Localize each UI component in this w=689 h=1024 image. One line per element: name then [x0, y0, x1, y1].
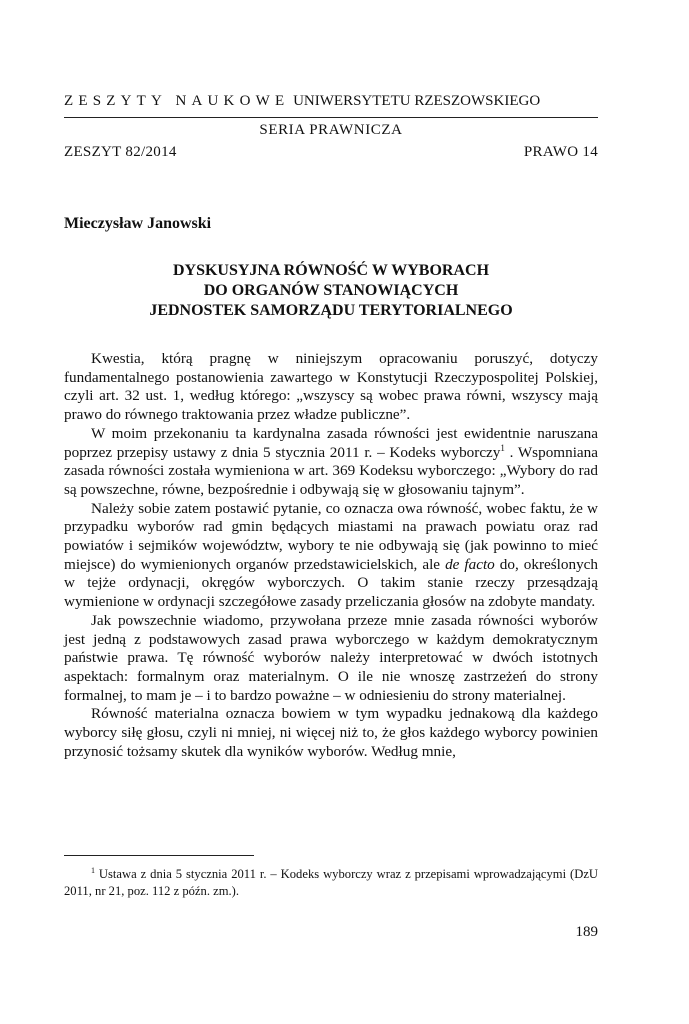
paragraph-text: Należy sobie zatem postawić pytanie, co oznacza owa równość, wobec faktu, że w przypadku wyborów rad gmin będących miastami na prawach powiatu oraz rad powiatów i sejmików województw, wybory te nie odbywają się (jak powinno to mieć miejsce) do wymienionych organów przedstawicielskich, ale — [64, 499, 598, 573]
paragraph: Kwestia, którą pragnę w niniejszym opracowaniu poruszyć, dotyczy fundamentalnego postanowienia zawartego w Konstytucji Rzeczypospolitej Polskiej, czyli art. 32 ust. 1, według którego: „wszyscy są wobec prawa równi, wszyscy mają prawo do równego traktowania przez władze publiczne”. — [64, 350, 598, 424]
title-line: JEDNOSTEK SAMORZĄDU TERYTORIALNEGO — [149, 302, 513, 319]
issue-number: ZESZYT 82/2014 — [64, 144, 177, 160]
section-name: PRAWO 14 — [523, 144, 598, 160]
footnote-text: Ustawa z dnia 5 stycznia 2011 r. – Kodeks wyborczy wraz z przepisami wprowadzającymi (DzU 2011, nr 21, poz. 112 z późn. zm.). — [64, 867, 598, 898]
title-line: DO ORGANÓW STANOWIĄCYCH — [203, 282, 459, 299]
journal-university: UNIWERSYTETU RZESZOWSKIEGO — [293, 93, 541, 109]
paragraph-text: W moim przekonaniu ta kardynalna zasada równości jest ewidentnie naruszana poprzez przepisy ustawy z dnia 5 stycznia 2011 r. – Kodeks wyborczy — [64, 424, 598, 461]
journal-title — [64, 93, 598, 110]
issue-line — [64, 144, 598, 161]
article-title — [64, 261, 598, 321]
journal-page — [64, 0, 598, 1024]
article-body — [64, 350, 598, 761]
footnote — [64, 866, 598, 900]
page-number: 189 — [575, 924, 598, 940]
paragraph: Jak powszechnie wiadomo, przywołana przeze mnie zasada równości wyborów jest jedną z podstawowych zasad prawa wyborczego w każdym demokratycznym państwie prawa. Tę równość wyborów należy interpretować w dwóch istotnych aspektach: formalnym oraz materialnym. O ile nie wnoszę zastrzeżeń do strony formalnej, to mam je – i to bardzo poważne – w odniesieniu do strony materialnej. — [64, 611, 598, 704]
paragraph — [64, 500, 598, 612]
italic-term: de facto — [445, 555, 495, 573]
footnote-reference[interactable]: 1 — [500, 442, 505, 453]
footnote-number: 1 — [91, 865, 95, 875]
footnote-rule — [64, 855, 254, 856]
paragraph-text: do, określonych w tejże ordynacji, okręgów wyborczych. O takim stanie rzeczy przesądzają wymienione w ordynacji szczegółowe zasady przeliczania głosów na zdobyte mandaty. — [64, 555, 599, 611]
paragraph-text: . Wspomniana zasada równości została wymieniona w art. 369 Kodeksu wyborczego: „Wybory do rad są powszechne, równe, bezpośrednie i odbywają się w głosowaniu tajnym”. — [64, 443, 598, 498]
author-name: Mieczysław Janowski — [64, 215, 212, 232]
paragraph: Równość materialna oznacza bowiem w tym wypadku jednakową dla każdego wyborcy siłę głosu, czyli ni mniej, ni więcej niż to, że głos każdego wyborcy powinien przynosić tożsamy skutek dla wyników wyborów. Według mnie, — [64, 705, 598, 760]
series-name: SERIA PRAWNICZA — [259, 122, 403, 138]
title-line: DYSKUSYJNA RÓWNOŚĆ W WYBORACH — [172, 262, 490, 279]
paragraph — [64, 425, 598, 500]
journal-name: ZESZYTY NAUKOWE — [64, 93, 290, 109]
header-rule — [64, 117, 598, 118]
